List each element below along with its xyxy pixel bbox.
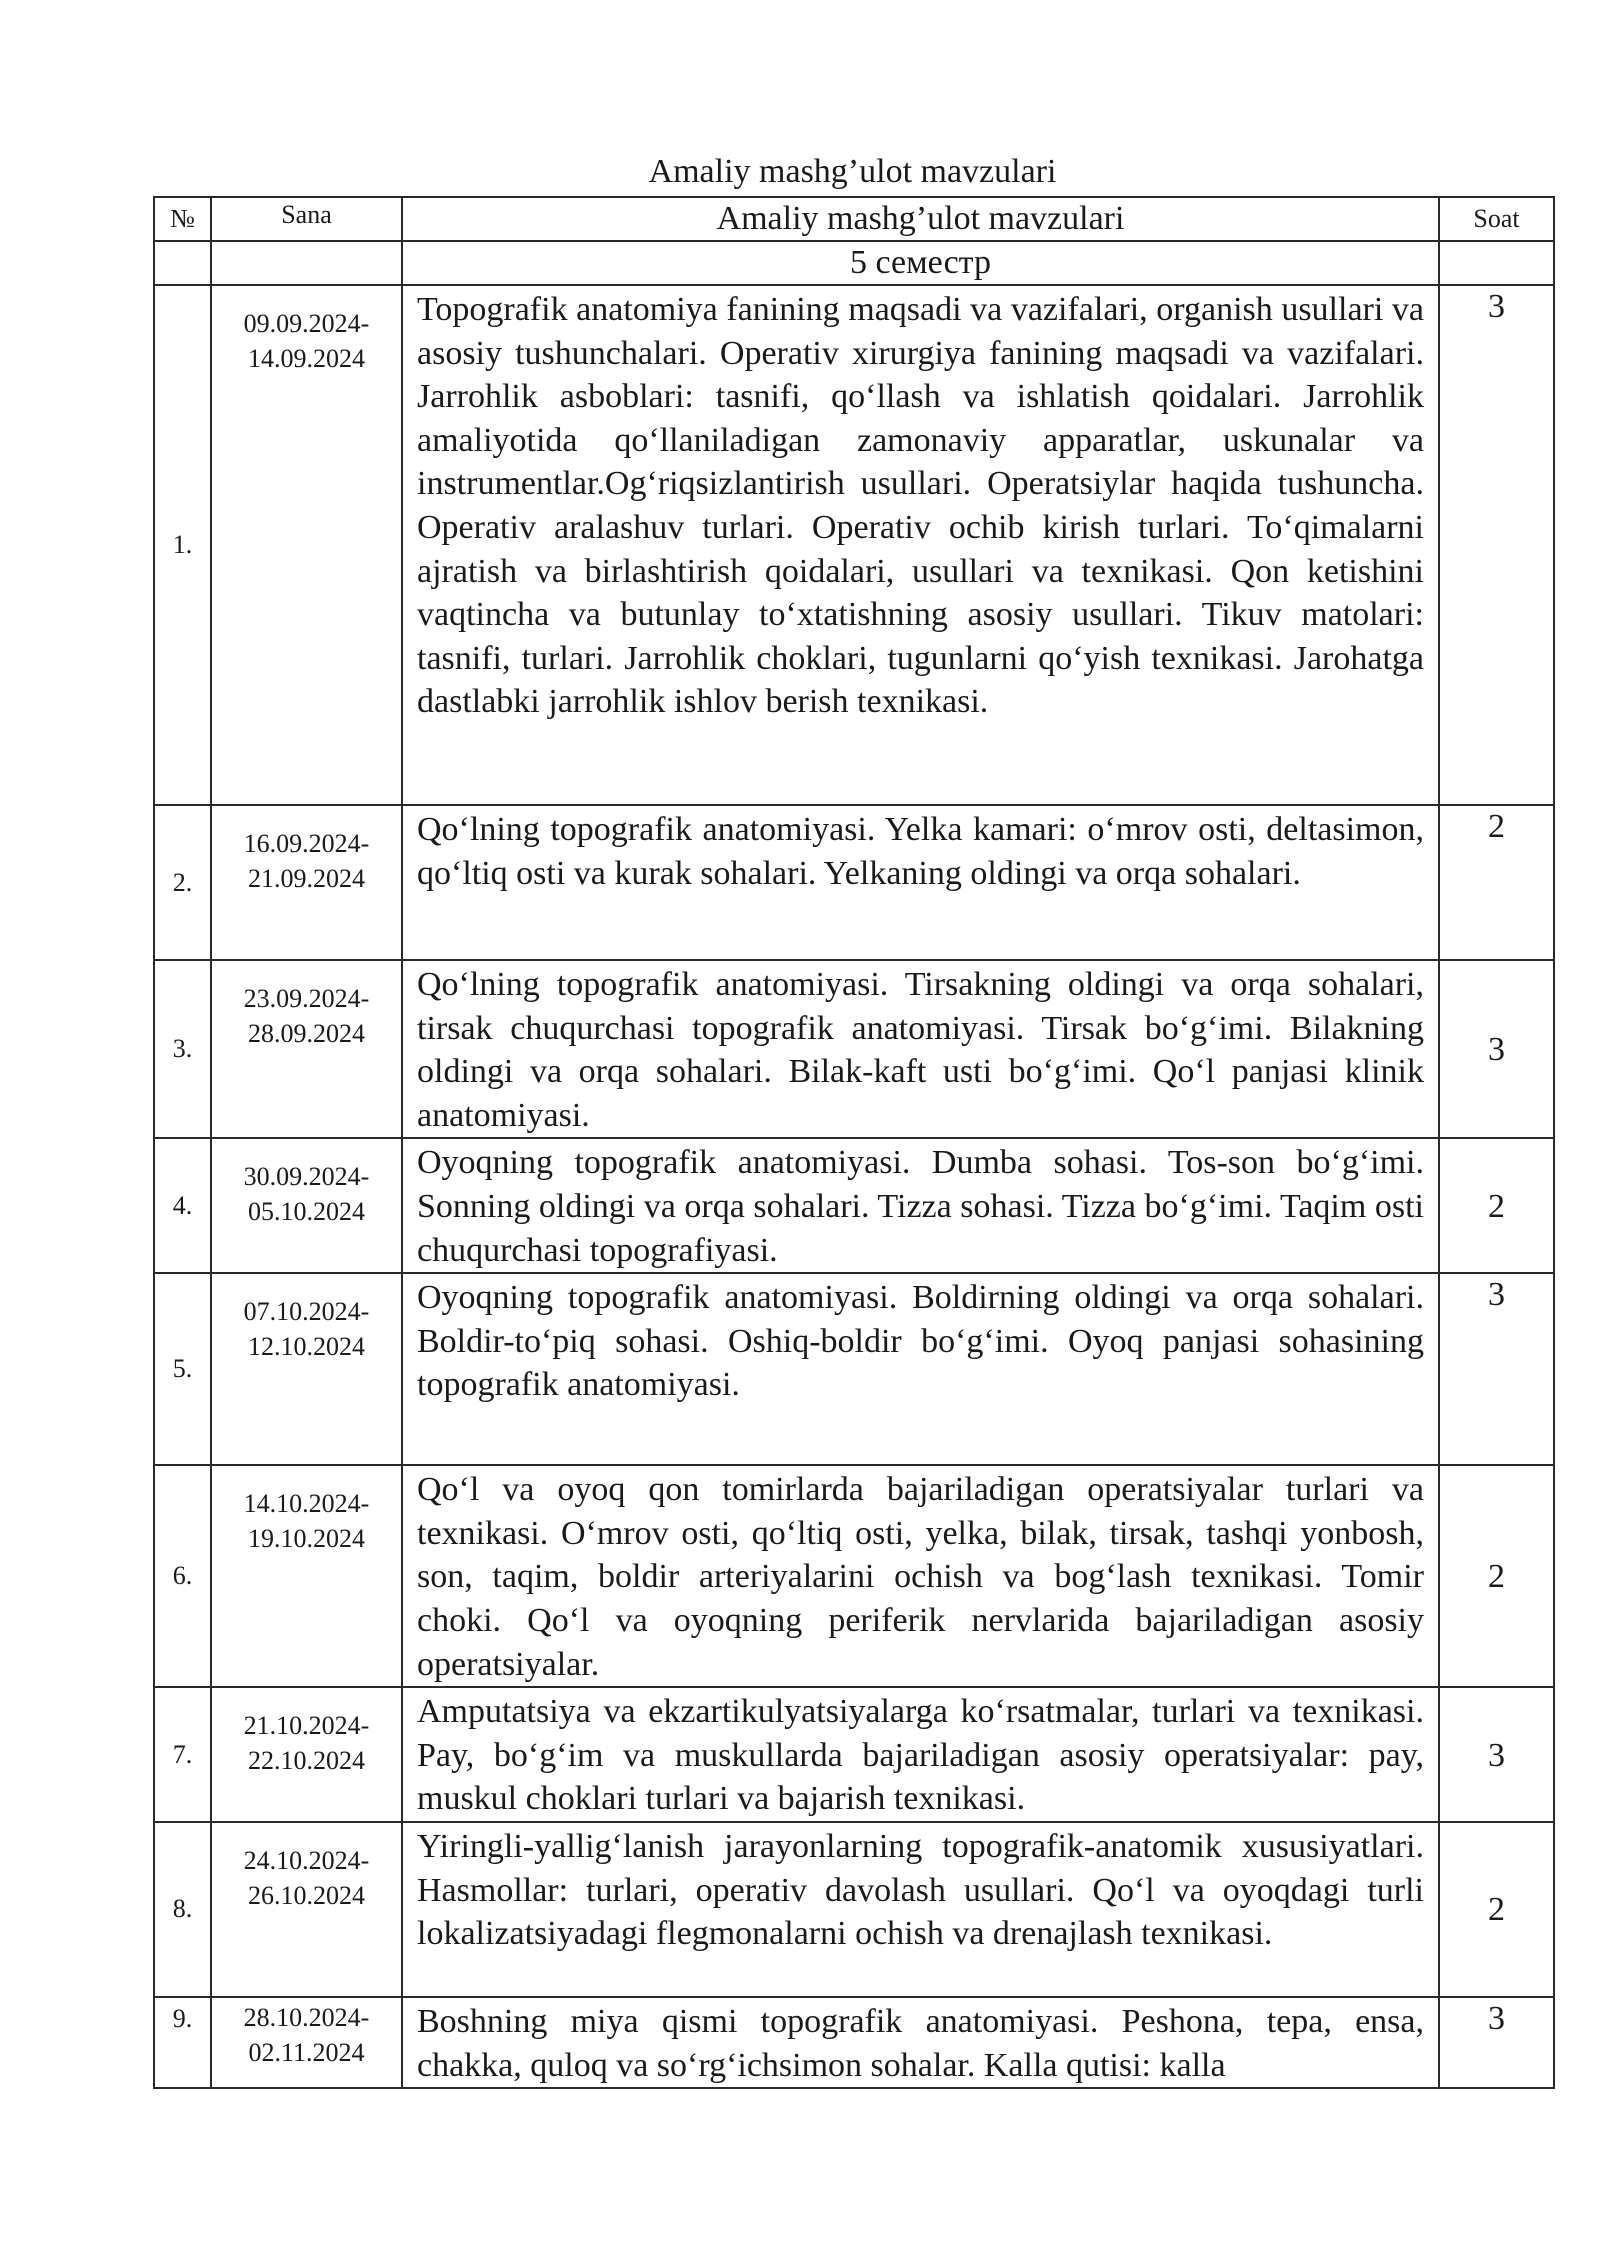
row-topic: Boshning miya qismi topografik anatomiyasi. Peshona, tepa, ensa, chakka, quloq va so‘rg‘ichsimon sohalar. Kalla qutisi: kalla — [402, 1997, 1439, 2088]
table-row — [154, 1273, 1554, 1465]
table-row — [154, 1138, 1554, 1273]
row-topic: Qo‘l va oyoq qon tomirlarda bajariladigan operatsiyalar turlari va texnikasi. O‘mrov osti, qo‘ltiq osti, yelka, bilak, tirsak, tashqi yonbosh, son, taqim, boldir arteriyalarini ochish va bog‘lash texnikasi. Tomir choki. Qo‘l va oyoqning periferik nervlarida bajariladigan asosiy operatsiyalar. — [402, 1465, 1439, 1687]
row-date — [211, 960, 402, 1138]
semester-blank-cell — [154, 241, 211, 285]
date-start: 14.10.2024- — [243, 1489, 370, 1519]
page-title: Amaliy mashg’ulot mavzulari — [648, 153, 1057, 190]
row-date — [211, 1997, 402, 2088]
date-end: 22.10.2024 — [248, 1746, 365, 1776]
header-topic: Amaliy mashg’ulot mavzulari — [402, 197, 1439, 241]
row-hours: 3 — [1439, 1687, 1554, 1822]
date-start: 07.10.2024- — [243, 1297, 370, 1327]
date-start: 28.10.2024- — [243, 2002, 370, 2032]
row-topic: Yiringli-yallig‘lanish jarayonlarning topografik-anatomik xususiyatlari. Hasmollar: turlari, operativ davolash usullari. Qo‘l va oyoqdagi turli lokalizatsiyadagi flegmonalarni ochish va drenajlash texnikasi. — [402, 1822, 1439, 1997]
row-hours: 3 — [1439, 960, 1554, 1138]
row-date — [211, 1687, 402, 1822]
date-end: 19.10.2024 — [248, 1524, 365, 1554]
row-topic: Oyoqning topografik anatomiyasi. Dumba sohasi. Tos-son bo‘g‘imi. Sonning oldingi va orqa sohalari. Tizza sohasi. Tizza bo‘g‘imi. Taqim osti chuqurchasi topografiyasi. — [402, 1138, 1439, 1273]
row-number: 5. — [154, 1273, 211, 1465]
row-number: 8. — [154, 1822, 211, 1997]
row-hours: 2 — [1439, 1138, 1554, 1273]
header-row — [154, 197, 1554, 241]
date-end: 05.10.2024 — [248, 1197, 365, 1227]
topics-table — [153, 196, 1555, 2089]
row-number: 3. — [154, 960, 211, 1138]
semester-row — [154, 241, 1554, 285]
date-end: 26.10.2024 — [248, 1880, 365, 1910]
table-row — [154, 285, 1554, 805]
semester-blank-cell — [1439, 241, 1554, 285]
row-date — [211, 1273, 402, 1465]
row-topic: Topografik anatomiya fanining maqsadi va vazifalari, organish usullari va asosiy tushunchalari. Operativ xirurgiya fanining maqsadi va vazifalari. Jarrohlik asboblari: tasnifi, qo‘llash va ishlatish qoidalari. Jarrohlik amaliyotida qo‘llaniladigan zamonaviy apparatlar, uskunalar va instrumentlar.Og‘riqsizlantirish usullari. Operatsiylar haqida tushuncha. Operativ aralashuv turlari. Operativ ochib kirish turlari. To‘qimalarni ajratish va birlashtirish qoidalari, usullari va texnikasi. Qon ketishini vaqtincha va butunlay to‘xtatishning asosiy usullari. Tikuv matolari: tasnifi, turlari. Jarrohlik choklari, tugunlarni qo‘yish texnikasi. Jarohatga dastlabki jarrohlik ishlov berish texnikasi. — [402, 285, 1439, 805]
date-end: 02.11.2024 — [248, 2037, 365, 2067]
row-number: 6. — [154, 1465, 211, 1687]
table-row — [154, 1822, 1554, 1997]
row-date — [211, 285, 402, 805]
row-date — [211, 1138, 402, 1273]
row-number: 7. — [154, 1687, 211, 1822]
date-start: 23.09.2024- — [243, 984, 370, 1013]
row-hours: 2 — [1439, 805, 1554, 960]
row-hours: 2 — [1439, 1822, 1554, 1997]
row-number: 9. — [154, 1997, 211, 2088]
row-date — [211, 1465, 402, 1687]
date-start: 16.09.2024- — [243, 829, 370, 858]
row-number: 4. — [154, 1138, 211, 1273]
table-row — [154, 805, 1554, 960]
row-number: 2. — [154, 805, 211, 960]
date-start: 24.10.2024- — [243, 1845, 370, 1875]
date-start: 09.09.2024- — [243, 309, 370, 338]
header-date: Sana — [211, 197, 402, 241]
row-hours: 3 — [1439, 1997, 1554, 2088]
row-hours: 3 — [1439, 1273, 1554, 1465]
row-hours: 3 — [1439, 285, 1554, 805]
row-hours: 2 — [1439, 1465, 1554, 1687]
table-row — [154, 1997, 1554, 2088]
date-start: 30.09.2024- — [243, 1162, 370, 1192]
header-number: № — [154, 197, 211, 241]
row-topic: Qo‘lning topografik anatomiyasi. Tirsakning oldingi va orqa sohalari, tirsak chuqurchasi topografik anatomiyasi. Tirsak bo‘g‘imi. Bilakning oldingi va orqa sohalari. Bilak-kaft usti bo‘g‘imi. Qo‘l panjasi klinik anatomiyasi. — [402, 960, 1439, 1138]
row-topic: Oyoqning topografik anatomiyasi. Boldirning oldingi va orqa sohalari. Boldir-to‘piq sohasi. Oshiq-boldir bo‘g‘imi. Oyoq panjasi sohasining topografik anatomiyasi. — [402, 1273, 1439, 1465]
row-topic: Qo‘lning topografik anatomiyasi. Yelka kamari: o‘mrov osti, deltasimon, qo‘ltiq osti va kurak sohalari. Yelkaning oldingi va orqa sohalari. — [402, 805, 1439, 960]
date-start: 21.10.2024- — [243, 1711, 370, 1741]
date-end: 12.10.2024 — [248, 1332, 365, 1362]
table-row — [154, 1465, 1554, 1687]
table-row — [154, 1687, 1554, 1822]
row-date — [211, 805, 402, 960]
date-end: 21.09.2024 — [248, 864, 365, 893]
table-row — [154, 960, 1554, 1138]
row-number: 1. — [154, 285, 211, 805]
date-end: 28.09.2024 — [248, 1019, 365, 1048]
row-date — [211, 1822, 402, 1997]
header-hours: Soat — [1439, 197, 1554, 241]
semester-label: 5 семестр — [402, 241, 1439, 285]
date-end: 14.09.2024 — [248, 344, 365, 373]
semester-blank-cell — [211, 241, 402, 285]
row-topic: Amputatsiya va ekzartikulyatsiyalarga ko‘rsatmalar, turlari va texnikasi. Pay, bo‘g‘im va muskullarda bajariladigan asosiy operatsiyalar: pay, muskul choklari turlari va bajarish texnikasi. — [402, 1687, 1439, 1822]
